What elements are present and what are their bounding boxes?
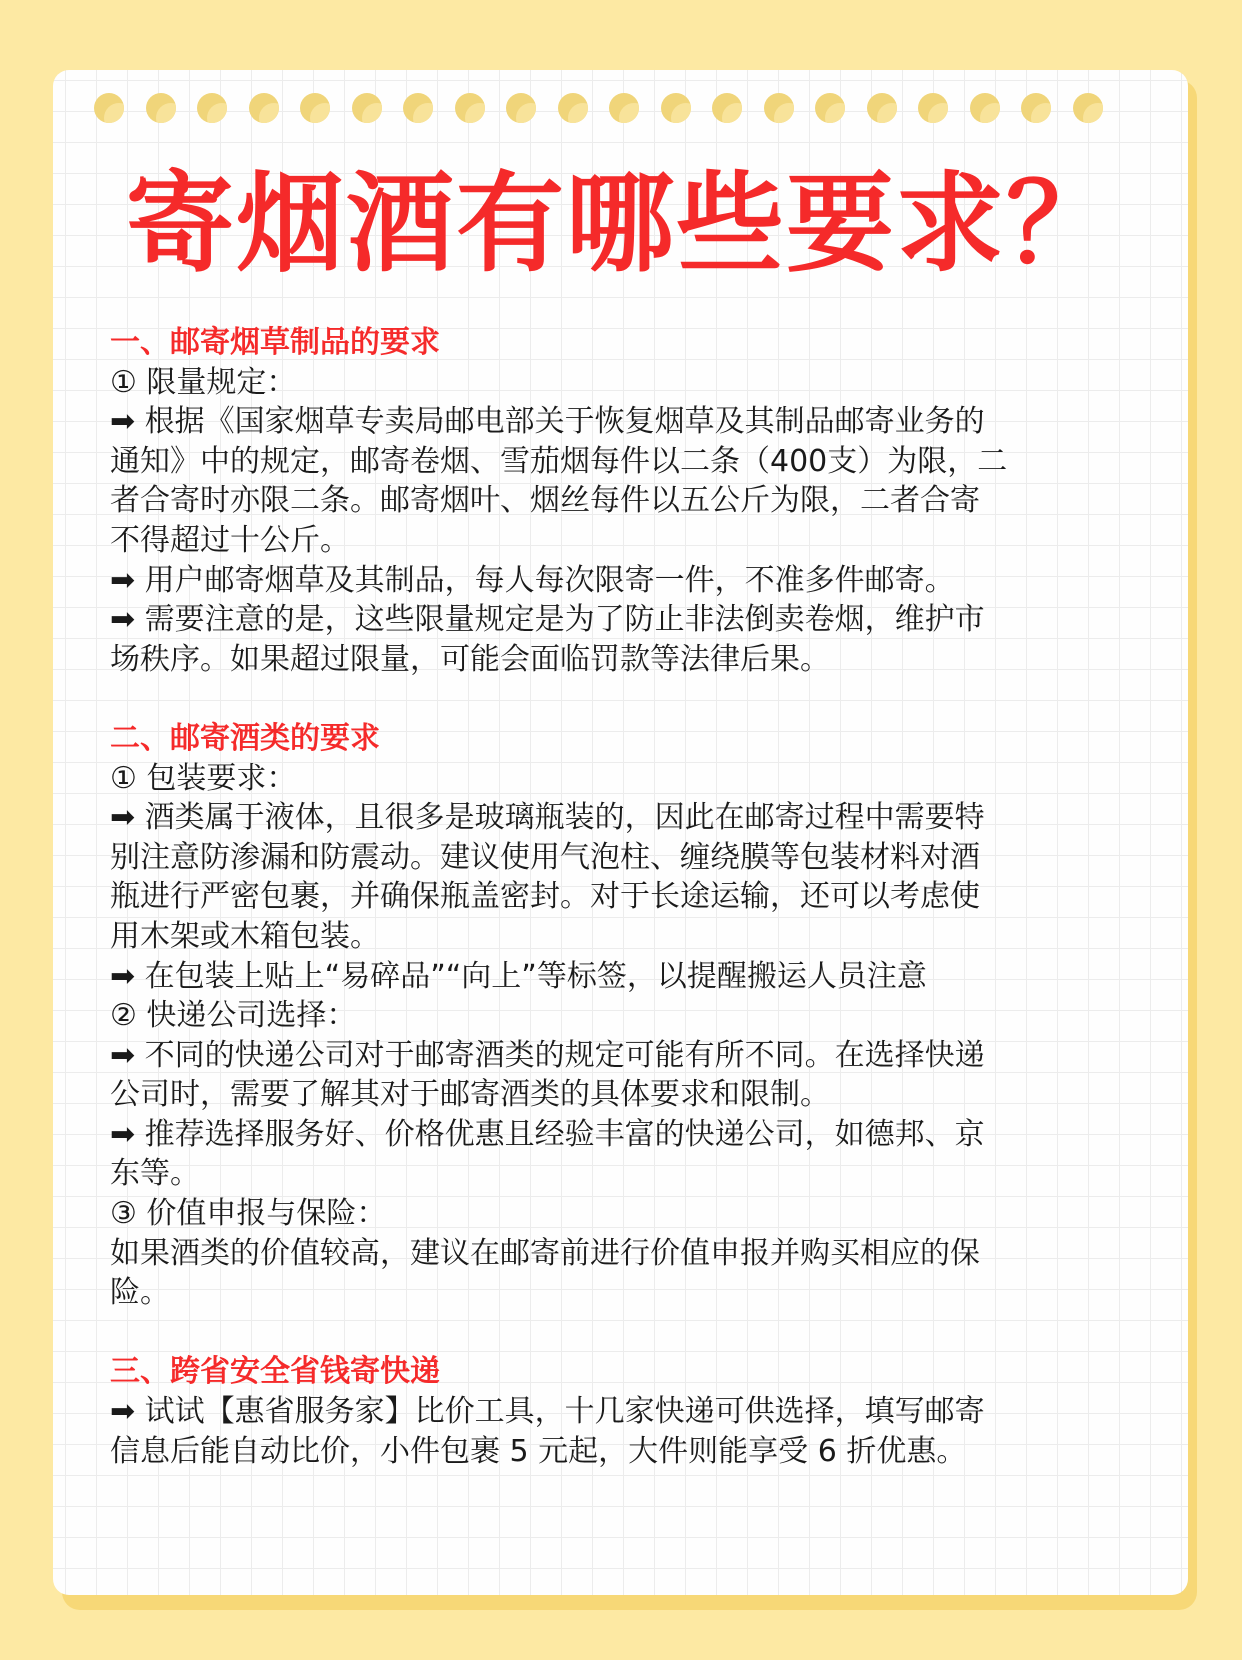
binder-hole-dot [352, 93, 382, 123]
text-line: 者合寄时亦限二条。邮寄烟叶、烟丝每件以五公斤为限，二者合寄 [110, 483, 980, 519]
binder-hole-dot [712, 93, 742, 123]
binder-hole-dot [970, 93, 1000, 123]
text-line: 瓶进行严密包裹，并确保瓶盖密封。对于长途运输，还可以考虑使 [110, 879, 980, 915]
binder-hole-dot [300, 93, 330, 123]
text-line: ➡ 试试【惠省服务家】比价工具，十几家快递可供选择，填写邮寄 [110, 1394, 985, 1430]
text-line: ➡ 根据《国家烟草专卖局邮电部关于恢复烟草及其制品邮寄业务的 [110, 404, 985, 440]
section-heading: 一、邮寄烟草制品的要求 [110, 325, 440, 360]
text-line: 别注意防渗漏和防震动。建议使用气泡柱、缠绕膜等包装材料对酒 [110, 839, 980, 875]
binder-hole-dot [609, 93, 639, 123]
spacer [110, 679, 1007, 719]
text-line: 用木架或木箱包装。 [110, 918, 380, 954]
text-line: 公司时，需要了解其对于邮寄酒类的具体要求和限制。 [110, 1077, 830, 1113]
binder-hole-dot [558, 93, 588, 123]
text-line: ➡ 不同的快递公司对于邮寄酒类的规定可能有所不同。在选择快递 [110, 1037, 985, 1073]
binder-hole-dot [764, 93, 794, 123]
binder-hole-dot [867, 93, 897, 123]
text-line: 如果酒类的价值较高，建议在邮寄前进行价值申报并购买相应的保 [110, 1235, 980, 1271]
text-line: ➡ 在包装上贴上“易碎品”“向上”等标签，以提醒搬运人员注意 [110, 958, 927, 994]
text-line: 不得超过十公斤。 [110, 522, 350, 558]
binder-hole-dot [249, 93, 279, 123]
binder-hole-dot [455, 93, 485, 123]
binder-hole-dot [403, 93, 433, 123]
binder-hole-dot [146, 93, 176, 123]
binder-hole-dot [506, 93, 536, 123]
binder-hole-dot [94, 93, 124, 123]
binder-hole-dot [197, 93, 227, 123]
text-line: ① 限量规定： [110, 364, 297, 400]
spacer [110, 1313, 1007, 1353]
text-line: ➡ 酒类属于液体，且很多是玻璃瓶装的，因此在邮寄过程中需要特 [110, 800, 985, 836]
binder-hole-dot [661, 93, 691, 123]
text-line: ① 包装要求： [110, 760, 297, 796]
binder-hole-dot [918, 93, 948, 123]
text-line: 通知》中的规定，邮寄卷烟、雪茄烟每件以二条（400支）为限，二 [110, 443, 1008, 479]
text-line: 信息后能自动比价，小件包裹 5 元起，大件则能享受 6 折优惠。 [110, 1433, 967, 1469]
text-line: ➡ 用户邮寄烟草及其制品，每人每次限寄一件，不准多件邮寄。 [110, 562, 955, 598]
binder-holes [94, 93, 1103, 123]
section-heading: 三、跨省安全省钱寄快递 [110, 1354, 440, 1390]
text-line: 险。 [110, 1275, 170, 1311]
text-line: ③ 价值申报与保险： [110, 1196, 387, 1232]
text-line: 东等。 [110, 1156, 200, 1192]
text-line: ② 快递公司选择： [110, 998, 357, 1034]
section-heading: 二、邮寄酒类的要求 [110, 720, 380, 756]
page-title: 寄烟酒有哪些要求？ [125, 162, 1116, 287]
text-line: 场秩序。如果超过限量，可能会面临罚款等法律后果。 [110, 641, 830, 677]
text-line: ➡ 需要注意的是，这些限量规定是为了防止非法倒卖卷烟，维护市 [110, 602, 985, 638]
text-line: ➡ 推荐选择服务好、价格优惠且经验丰富的快递公司，如德邦、京 [110, 1116, 985, 1152]
binder-hole-dot [1073, 93, 1103, 123]
binder-hole-dot [1021, 93, 1051, 123]
article-body [110, 323, 1007, 1471]
binder-hole-dot [815, 93, 845, 123]
